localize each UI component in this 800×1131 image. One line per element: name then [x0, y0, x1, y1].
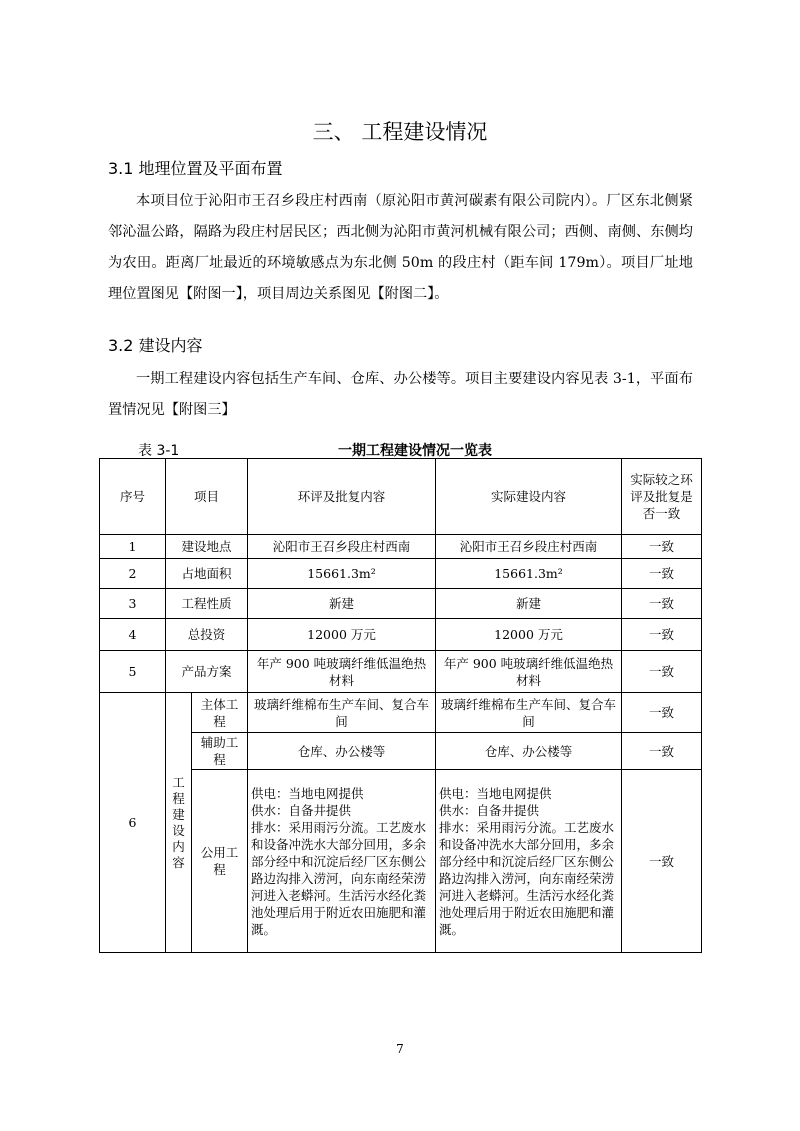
header-no: 序号	[100, 459, 166, 535]
page-number: 7	[396, 1042, 404, 1056]
cell-no: 4	[100, 619, 166, 651]
group-label: 工程建设内容	[172, 774, 185, 870]
table-header-row	[100, 459, 702, 535]
cell-no: 2	[100, 559, 166, 589]
cell-actual: 玻璃纤维棉布生产车间、复合车间	[436, 693, 622, 733]
section-title-3-2: 3.2 建设内容	[108, 336, 203, 355]
cell-consistent: 一致	[622, 535, 702, 559]
cell-no: 6	[100, 693, 166, 953]
cell-consistent: 一致	[622, 619, 702, 651]
cell-actual: 12000 万元	[436, 619, 622, 651]
cell-approved: 沁阳市王召乡段庄村西南	[248, 535, 436, 559]
header-consistent: 实际较之环评及批复是否一致	[622, 459, 702, 535]
cell-actual: 仓库、办公楼等	[436, 733, 622, 770]
cell-consistent: 一致	[622, 589, 702, 619]
cell-item: 工程性质	[166, 589, 248, 619]
table-row	[100, 619, 702, 651]
header-actual: 实际建设内容	[436, 459, 622, 535]
cell-approved: 仓库、办公楼等	[248, 733, 436, 770]
header-approved: 环评及批复内容	[248, 459, 436, 535]
cell-approved: 年产 900 吨玻璃纤维低温绝热材料	[248, 651, 436, 693]
table-label: 表 3-1	[138, 443, 180, 459]
table-row	[100, 651, 702, 693]
cell-item: 公用工程	[192, 770, 248, 953]
section-paragraph-3-2: 一期工程建设内容包括生产车间、仓库、办公楼等。项目主要建设内容见表 3-1，平面布置情况见【附图三】	[108, 371, 693, 418]
cell-item: 产品方案	[166, 651, 248, 693]
header-item: 项目	[166, 459, 248, 535]
cell-consistent: 一致	[622, 733, 702, 770]
cell-consistent: 一致	[622, 693, 702, 733]
cell-consistent: 一致	[622, 651, 702, 693]
cell-approved: 玻璃纤维棉布生产车间、复合车间	[248, 693, 436, 733]
section-title-3-1: 3.1 地理位置及平面布置	[108, 159, 283, 178]
section-paragraph-3-1: 本项目位于沁阳市王召乡段庄村西南（原沁阳市黄河碳素有限公司院内）。厂区东北侧紧邻沁温公路，隔路为段庄村居民区；西北侧为沁阳市黄河机械有限公司；西侧、南侧、东侧均为农田。距离厂址最近的环境敏感点为东北侧 50m 的段庄村（距车间 179m）。项目厂址地理位置图见【附图一】，项目周边关系图见【附图二】。	[108, 193, 693, 302]
table-row	[100, 559, 702, 589]
table-caption	[138, 440, 698, 460]
cell-item: 占地面积	[166, 559, 248, 589]
cell-actual: 新建	[436, 589, 622, 619]
cell-item: 建设地点	[166, 535, 248, 559]
cell-consistent: 一致	[622, 770, 702, 953]
table-row	[100, 535, 702, 559]
cell-actual: 沁阳市王召乡段庄村西南	[436, 535, 622, 559]
cell-item: 总投资	[166, 619, 248, 651]
cell-approved: 供电：当地电网提供 供水：自备井提供 排水：采用雨污分流。工艺废水和设备冲洗水大部分回用，多余部分经中和沉淀后经厂区东侧公路边沟排入涝河，向东南经荣涝河进入老蟒河。生活污水经化粪池处理后用于附近农田施肥和灌溉。	[248, 770, 436, 953]
chapter-title: 三、 工程建设情况	[312, 120, 488, 144]
table-row	[100, 693, 702, 733]
cell-no: 3	[100, 589, 166, 619]
cell-group	[166, 693, 192, 953]
table-title: 一期工程建设情况一览表	[338, 443, 492, 459]
cell-approved: 15661.3m²	[248, 559, 436, 589]
cell-consistent: 一致	[622, 559, 702, 589]
construction-table	[99, 458, 702, 953]
table-row	[100, 589, 702, 619]
cell-actual: 年产 900 吨玻璃纤维低温绝热材料	[436, 651, 622, 693]
cell-no: 1	[100, 535, 166, 559]
cell-actual: 15661.3m²	[436, 559, 622, 589]
cell-actual: 供电：当地电网提供 供水：自备井提供 排水：采用雨污分流。工艺废水和设备冲洗水大部分回用，多余部分经中和沉淀后经厂区东侧公路边沟排入涝河，向东南经荣涝河进入老蟒河。生活污水经化粪池处理后用于附近农田施肥和灌溉。	[436, 770, 622, 953]
cell-item: 辅助工程	[192, 733, 248, 770]
cell-no: 5	[100, 651, 166, 693]
cell-item: 主体工程	[192, 693, 248, 733]
cell-approved: 新建	[248, 589, 436, 619]
cell-approved: 12000 万元	[248, 619, 436, 651]
